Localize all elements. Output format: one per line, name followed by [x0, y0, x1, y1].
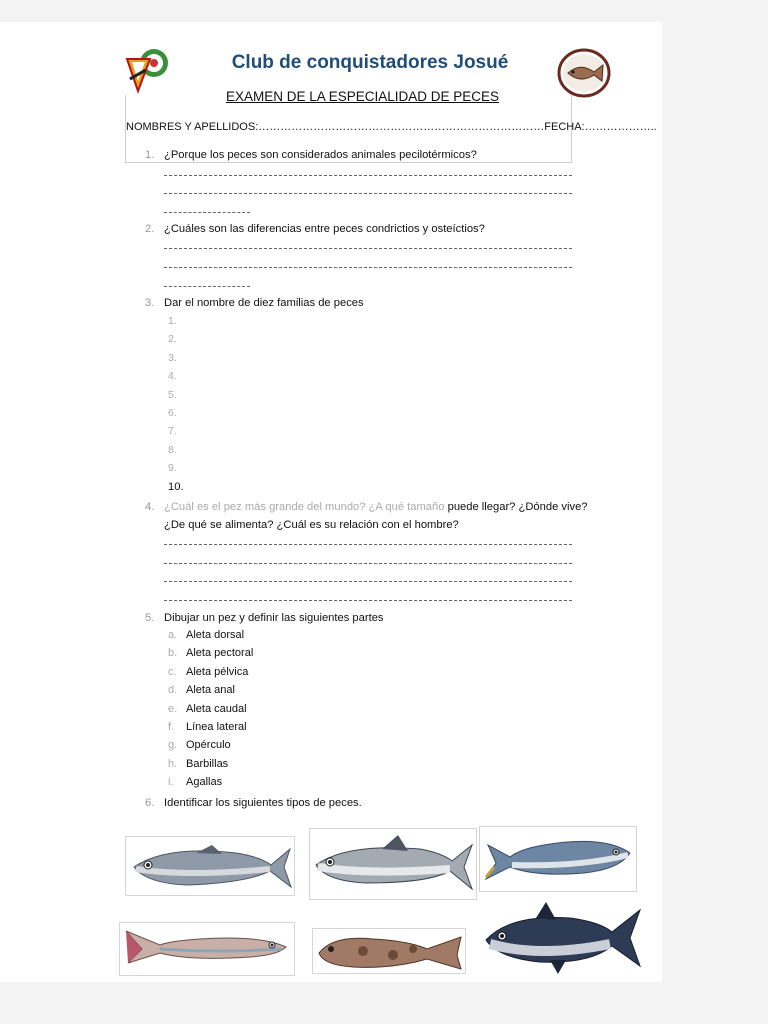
list-item: [168, 684, 253, 702]
list-item[interactable]: 6.: [168, 406, 177, 419]
answer-line[interactable]: [164, 581, 572, 582]
question-4-continued: ¿De qué se alimenta? ¿Cuál es su relación con el hombre?: [164, 519, 459, 531]
item-letter: d.: [168, 684, 178, 697]
item-text: Aleta anal: [186, 684, 235, 697]
question-number: 4.: [145, 501, 155, 513]
list-item[interactable]: 7.: [168, 425, 177, 438]
item-text: Aleta pélvica: [186, 665, 249, 678]
question-number: 1.: [145, 149, 155, 161]
item-letter: b.: [168, 647, 178, 660]
answer-line[interactable]: [164, 248, 572, 249]
question-4: [145, 501, 588, 513]
answer-line[interactable]: [164, 175, 572, 176]
answer-line[interactable]: [164, 600, 572, 601]
fish-image-sculpin: [312, 928, 466, 974]
list-item: [168, 776, 253, 794]
list-item: [168, 758, 253, 776]
item-letter: e.: [168, 702, 178, 715]
item-text: Aleta dorsal: [186, 629, 245, 641]
question-number: 3.: [145, 297, 155, 309]
list-item: [168, 721, 253, 739]
list-item[interactable]: 4.: [168, 370, 177, 383]
exam-title: EXAMEN DE LA ESPECIALIDAD DE PECES: [225, 89, 500, 104]
club-title: Club de conquistadores Josué: [231, 52, 509, 73]
question-text: Identificar los siguientes tipos de peces.: [164, 797, 362, 809]
list-item: [168, 629, 253, 647]
item-letter: c.: [168, 665, 177, 678]
list-item: [168, 647, 253, 665]
item-text: Opérculo: [186, 739, 231, 752]
list-item: [168, 739, 253, 757]
list-item: [168, 703, 253, 721]
answer-line[interactable]: [164, 563, 572, 564]
fish-image-sardine: [125, 836, 295, 896]
item-letter: h.: [168, 757, 178, 770]
item-letter: i.: [168, 776, 174, 789]
question-number: 5.: [145, 612, 155, 624]
answer-line[interactable]: [164, 212, 250, 213]
answer-line[interactable]: [164, 544, 572, 545]
fish-parts-list: [168, 629, 253, 795]
header-box: [125, 62, 657, 163]
names-date-line: NOMBRES Y APELLIDOS:……………………………………………………………………FECHA:………………..: [126, 121, 657, 133]
fish-image-needlefish: [119, 922, 295, 976]
list-item[interactable]: 2.: [168, 333, 177, 346]
list-item[interactable]: 1.: [168, 315, 177, 327]
answer-line[interactable]: [164, 193, 572, 194]
list-item[interactable]: 9.: [168, 462, 177, 475]
list-item[interactable]: 3.: [168, 351, 177, 364]
question-text: Dar el nombre de diez familias de peces: [164, 297, 364, 309]
question-number: 6.: [145, 797, 155, 809]
question-1: [145, 149, 477, 161]
list-item[interactable]: 5.: [168, 388, 177, 401]
question-text: puede llegar? ¿Dónde vive?: [444, 501, 588, 513]
question-6: [145, 797, 362, 809]
fish-image-mackerel: [479, 826, 637, 892]
fish-image-herring: [309, 828, 477, 900]
answer-line[interactable]: [164, 267, 572, 268]
item-letter: f.: [168, 720, 175, 733]
question-5: [145, 612, 384, 624]
item-text: Barbillas: [186, 757, 229, 770]
list-item[interactable]: 8.: [168, 443, 177, 456]
question-2: [145, 223, 485, 235]
item-text: Línea lateral: [186, 720, 247, 733]
item-letter: a.: [168, 629, 178, 641]
question-3: [145, 297, 364, 309]
item-text: Agallas: [186, 776, 223, 789]
answer-line[interactable]: [164, 286, 250, 287]
question-text: ¿Porque los peces son considerados animales pecilotérmicos?: [164, 149, 477, 161]
item-letter: g.: [168, 739, 178, 752]
list-item[interactable]: 10.: [168, 480, 184, 493]
item-text: Aleta pectoral: [186, 647, 254, 660]
fish-image-tuna: [480, 900, 646, 976]
list-item: [168, 666, 253, 684]
question-text: ¿Cuáles son las diferencias entre peces condrictios y osteíctios?: [164, 223, 485, 235]
item-text: Aleta caudal: [186, 702, 247, 715]
question-text: Dibujar un pez y definir las siguientes partes: [164, 612, 384, 624]
question-number: 2.: [145, 223, 155, 235]
question-text-faded: ¿Cuál es el pez más grande del mundo? ¿A qué tamaño: [164, 501, 445, 513]
families-list: [168, 315, 184, 499]
